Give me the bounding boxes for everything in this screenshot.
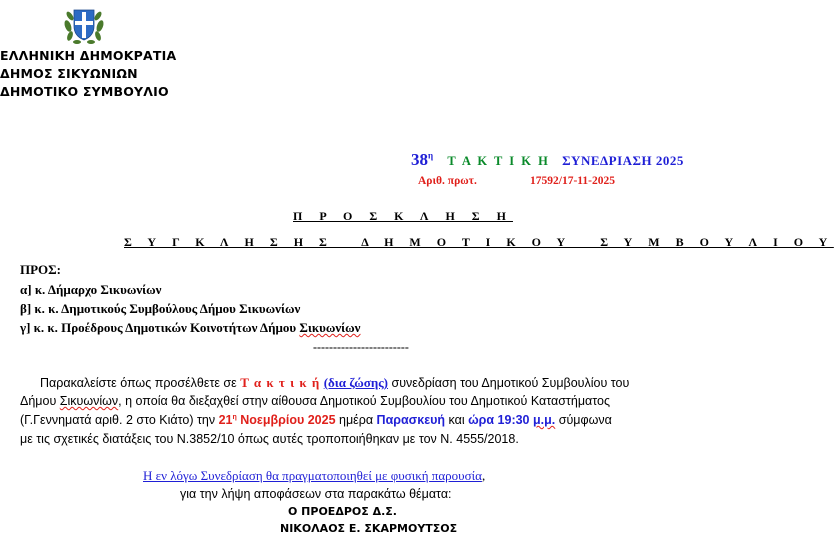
physical-presence-note: Η εν λόγω Συνεδρίαση θα πραγματοποιηθεί με φυσική παρουσία, — [143, 468, 486, 483]
president-title: Ο ΠΡΟΕΔΡΟΣ Δ.Σ. — [288, 505, 397, 518]
session-suffix: η — [428, 150, 434, 161]
body-line-3: (Γ.Γεννηματά αριθ. 2 στο Κιάτο) την $21^\eta$ Νοεμβρίου 2025 ημέρα Παρασκευή και ώρα 19:30 μ.μ. σύμφωνα — [20, 413, 612, 427]
session-number: 38 — [411, 150, 428, 169]
header-country: ΕΛΛΗΝΙΚΗ ΔΗΜΟΚΡΑΤΙΑ — [0, 48, 177, 63]
recipient-community-presidents: γ] κ. κ. Προέδρους Δημοτικών Κοινοτήτων Δήμου Σικυωνίων — [20, 320, 361, 335]
body-line-4: με τις σχετικές διατάξεις του Ν.3852/10 όπως αυτές τροποποιήθηκαν με τον Ν. 4555/2018. — [20, 432, 519, 446]
session-heading: ΣΥΝΕΔΡΙΑΣΗ 2025 — [562, 153, 684, 168]
recipients-label: ΠΡΟΣ: — [20, 262, 61, 277]
separator-dashes: ------------------------ — [313, 340, 409, 354]
invitation-title: Π Ρ Ο Σ Κ Λ Η Σ Η — [293, 209, 513, 223]
body-line-2: Δήμου Σικυωνίων, η οποία θα διεξαχθεί στην αίθουσα Δημοτικού Συμβουλίου του Δημοτικού Καταστήματος — [20, 394, 610, 408]
session-type: Τ Α Κ Τ Ι Κ Η — [447, 154, 550, 168]
body-line-1: Παρακαλείστε όπως προσέλθετε σε Τ α κ τ ι κ ή (δια ζώσης) συνεδρίαση του Δημοτικού Συμβουλίου του — [40, 375, 630, 390]
session-title — [411, 150, 684, 170]
header-municipality: ΔΗΜΟΣ ΣΙΚΥΩΝΙΩΝ — [0, 66, 138, 81]
header-council: ΔΗΜΟΤΙΚΟ ΣΥΜΒΟΥΛΙΟ — [0, 84, 169, 99]
invitation-subtitle: Σ Υ Γ Κ Λ Η Σ Η Σ Δ Η Μ Ο Τ Ι Κ Ο Υ Σ Υ Μ Β Ο Υ Λ Ι Ο Υ — [124, 235, 834, 249]
greek-emblem-icon — [62, 2, 106, 46]
recipient-councillors: β] κ. κ. Δημοτικούς Συμβούλους Δήμου Σικυωνίων — [20, 301, 301, 316]
protocol-number: 17592/17-11-2025 — [530, 175, 615, 187]
president-name: ΝΙΚΟΛΑΟΣ Ε. ΣΚΑΡΜΟΥΤΣΟΣ — [280, 522, 458, 535]
decisions-note: για την λήψη αποφάσεων στα παρακάτω θέματα: — [180, 487, 452, 501]
recipient-mayor: α] κ. Δήμαρχο Σικυωνίων — [20, 282, 162, 297]
protocol-label: Αριθ. πρωτ. — [418, 175, 477, 187]
